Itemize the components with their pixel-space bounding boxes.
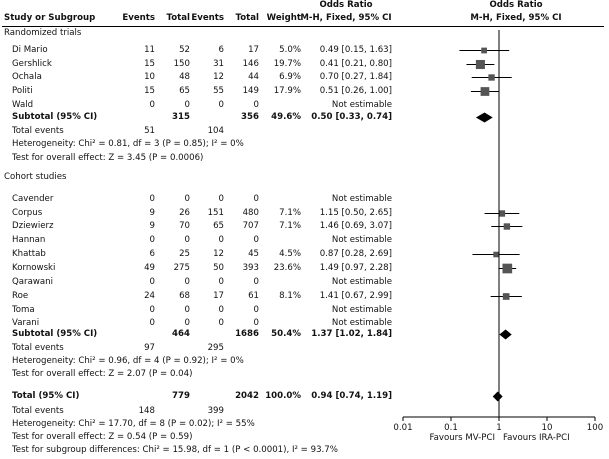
- study-name: Cavender: [12, 194, 54, 204]
- x-axis-tick-label: 0.01: [393, 423, 413, 433]
- study-or-ci: 0.87 [0.28, 2.69]: [319, 249, 392, 259]
- header-events-1: Events: [122, 13, 155, 23]
- study-total-2: 707: [242, 221, 259, 231]
- total-weight: 100.0%: [265, 391, 301, 401]
- study-total-2: 45: [248, 249, 259, 259]
- study-or-ci: Not estimable: [331, 194, 392, 204]
- study-weight: 19.7%: [273, 59, 301, 69]
- study-weight: 7.1%: [279, 221, 301, 231]
- grand-events-1: 148: [138, 406, 155, 416]
- study-total-2: 44: [248, 72, 259, 82]
- study-events-1: 24: [144, 291, 155, 301]
- header-or-title: Odds Ratio: [319, 0, 373, 10]
- study-events-2: 0: [218, 305, 224, 315]
- study-weight: 23.6%: [273, 263, 301, 273]
- header-plot-title: Odds Ratio: [489, 0, 543, 10]
- overall-effect-text: Test for overall effect: Z = 2.07 (P = 0.04): [12, 369, 193, 379]
- study-events-1: 0: [149, 318, 155, 328]
- study-name: Politi: [12, 86, 33, 96]
- subtotal-total-1: 464: [172, 329, 190, 339]
- study-events-2: 6: [218, 45, 224, 55]
- header-total-2: Total: [235, 13, 259, 23]
- x-axis-tick-label: 1: [496, 423, 502, 433]
- subtotal-total-1: 315: [172, 112, 190, 122]
- study-or-ci: 0.41 [0.21, 0.80]: [319, 59, 392, 69]
- study-events-1: 15: [144, 59, 155, 69]
- study-total-1: 150: [173, 59, 190, 69]
- total-events-label: Total events: [12, 343, 64, 353]
- total-total-1: 779: [172, 391, 190, 401]
- study-or-ci: Not estimable: [331, 305, 392, 315]
- subtotal-diamond: [499, 330, 511, 340]
- study-total-1: 0: [184, 235, 190, 245]
- study-events-2: 0: [218, 235, 224, 245]
- study-name: Wald: [12, 100, 34, 110]
- subgroup-differences: Test for subgroup differences: Chi² = 15.98, df = 1 (P < 0.0001), I² = 93.7%: [12, 445, 338, 455]
- header-weight: Weight: [266, 13, 301, 23]
- study-name: Qarawani: [12, 277, 53, 287]
- subtotal-total-2: 1686: [235, 329, 259, 339]
- favours-right-label: Favours IRA-PCI: [503, 433, 570, 443]
- subtotal-weight: 50.4%: [271, 329, 301, 339]
- grand-heterogeneity: Heterogeneity: Chi² = 17.70, df = 8 (P = 0.02); I² = 55%: [12, 419, 255, 429]
- study-events-1: 49: [144, 263, 155, 273]
- study-events-2: 65: [213, 221, 224, 231]
- group-title: Randomized trials: [4, 28, 82, 38]
- subtotal-total-2: 356: [241, 112, 259, 122]
- total-or-ci: 0.94 [0.74, 1.19]: [311, 391, 392, 401]
- header-total-1: Total: [166, 13, 190, 23]
- study-or-ci: 1.41 [0.67, 2.99]: [319, 291, 392, 301]
- study-weight: 17.9%: [273, 86, 301, 96]
- study-events-1: 0: [149, 305, 155, 315]
- point-estimate-square: [481, 87, 490, 96]
- study-weight: 8.1%: [279, 291, 301, 301]
- x-axis-tick-label: 100: [586, 423, 604, 433]
- total-events-1: 51: [144, 126, 155, 136]
- favours-left-label: Favours MV-PCI: [429, 433, 495, 443]
- point-estimate-square: [493, 252, 499, 258]
- study-total-2: 0: [253, 277, 259, 287]
- study-total-2: 393: [242, 263, 259, 273]
- grand-events-label: Total events: [12, 406, 64, 416]
- point-estimate-square: [502, 264, 512, 274]
- study-total-1: 0: [184, 100, 190, 110]
- study-name: Gershlick: [12, 59, 52, 69]
- total-events-2: 295: [207, 343, 224, 353]
- study-weight: 4.5%: [279, 249, 301, 259]
- study-or-ci: 0.51 [0.26, 1.00]: [319, 86, 392, 96]
- study-total-1: 26: [179, 208, 190, 218]
- study-name: Ochala: [12, 72, 42, 82]
- total-events-1: 97: [144, 343, 155, 353]
- study-weight: 6.9%: [279, 72, 301, 82]
- study-or-ci: 1.15 [0.50, 2.65]: [319, 208, 392, 218]
- header-or-method: M-H, Fixed, 95% CI: [300, 13, 392, 23]
- x-axis-tick-label: 0.1: [444, 423, 458, 433]
- study-total-1: 52: [179, 45, 190, 55]
- study-total-1: 0: [184, 194, 190, 204]
- study-events-1: 0: [149, 194, 155, 204]
- study-name: Khattab: [12, 249, 46, 259]
- study-or-ci: 0.49 [0.15, 1.63]: [319, 45, 392, 55]
- heterogeneity-text: Heterogeneity: Chi² = 0.96, df = 4 (P = 0.92); I² = 0%: [12, 356, 244, 366]
- study-total-2: 0: [253, 318, 259, 328]
- total-events-label: Total events: [12, 126, 64, 136]
- group-title: Cohort studies: [4, 172, 67, 182]
- subtotal-label: Subtotal (95% CI): [12, 329, 98, 339]
- study-weight: 7.1%: [279, 208, 301, 218]
- study-events-2: 0: [218, 100, 224, 110]
- study-events-2: 50: [213, 263, 224, 273]
- study-or-ci: 0.70 [0.27, 1.84]: [319, 72, 392, 82]
- study-or-ci: Not estimable: [331, 318, 392, 328]
- study-total-2: 146: [242, 59, 259, 69]
- total-events-2: 104: [207, 126, 224, 136]
- study-events-2: 0: [218, 318, 224, 328]
- study-total-1: 0: [184, 305, 190, 315]
- study-events-1: 9: [149, 221, 155, 231]
- study-total-1: 275: [173, 263, 190, 273]
- study-total-2: 0: [253, 235, 259, 245]
- grand-overall-effect: Test for overall effect: Z = 0.54 (P = 0.59): [12, 432, 193, 442]
- point-estimate-square: [481, 48, 487, 54]
- subtotal-or-ci: 1.37 [1.02, 1.84]: [311, 329, 392, 339]
- header-study: Study or Subgroup: [4, 13, 96, 23]
- overall-effect-text: Test for overall effect: Z = 3.45 (P = 0.0006): [12, 153, 204, 163]
- point-estimate-square: [503, 293, 510, 300]
- study-or-ci: Not estimable: [331, 235, 392, 245]
- subtotal-diamond: [476, 113, 493, 123]
- study-name: Corpus: [12, 208, 43, 218]
- study-events-1: 6: [149, 249, 155, 259]
- point-estimate-square: [504, 223, 510, 229]
- study-total-1: 65: [179, 86, 190, 96]
- study-events-2: 12: [213, 72, 224, 82]
- point-estimate-square: [476, 60, 485, 69]
- study-or-ci: 1.49 [0.97, 2.28]: [319, 263, 392, 273]
- subtotal-or-ci: 0.50 [0.33, 0.74]: [311, 112, 392, 122]
- study-events-2: 12: [213, 249, 224, 259]
- x-axis-tick-label: 10: [541, 423, 553, 433]
- study-total-2: 61: [248, 291, 259, 301]
- study-events-2: 55: [213, 86, 224, 96]
- study-events-1: 15: [144, 86, 155, 96]
- study-total-1: 0: [184, 277, 190, 287]
- subtotal-weight: 49.6%: [271, 112, 301, 122]
- study-events-1: 0: [149, 277, 155, 287]
- point-estimate-square: [499, 210, 505, 216]
- study-name: Dziewierz: [12, 221, 54, 231]
- study-name: Roe: [12, 291, 29, 301]
- heterogeneity-text: Heterogeneity: Chi² = 0.81, df = 3 (P = 0.85); I² = 0%: [12, 139, 244, 149]
- study-events-1: 9: [149, 208, 155, 218]
- study-name: Toma: [12, 305, 35, 315]
- study-events-2: 17: [213, 291, 224, 301]
- study-events-2: 0: [218, 277, 224, 287]
- study-total-1: 25: [179, 249, 190, 259]
- study-events-1: 11: [144, 45, 155, 55]
- study-or-ci: Not estimable: [331, 277, 392, 287]
- total-diamond: [493, 392, 503, 402]
- total-label: Total (95% CI): [12, 391, 80, 401]
- study-events-2: 151: [207, 208, 224, 218]
- total-total-2: 2042: [235, 391, 259, 401]
- study-events-1: 0: [149, 235, 155, 245]
- study-total-2: 17: [248, 45, 259, 55]
- study-events-2: 0: [218, 194, 224, 204]
- study-events-2: 31: [213, 59, 224, 69]
- study-total-2: 0: [253, 305, 259, 315]
- study-name: Di Mario: [12, 45, 48, 55]
- study-name: Kornowski: [12, 263, 56, 273]
- subtotal-label: Subtotal (95% CI): [12, 112, 98, 122]
- study-name: Hannan: [12, 235, 46, 245]
- study-or-ci: 1.46 [0.69, 3.07]: [319, 221, 392, 231]
- grand-events-2: 399: [207, 406, 224, 416]
- study-total-2: 0: [253, 194, 259, 204]
- study-total-2: 480: [242, 208, 259, 218]
- study-total-1: 70: [179, 221, 190, 231]
- study-or-ci: Not estimable: [331, 100, 392, 110]
- study-total-2: 149: [242, 86, 259, 96]
- study-total-1: 68: [179, 291, 190, 301]
- study-total-1: 0: [184, 318, 190, 328]
- point-estimate-square: [488, 74, 494, 80]
- header-events-2: Events: [191, 13, 224, 23]
- study-weight: 5.0%: [279, 45, 301, 55]
- study-total-2: 0: [253, 100, 259, 110]
- study-name: Varani: [12, 318, 40, 328]
- study-events-1: 10: [144, 72, 155, 82]
- study-total-1: 48: [179, 72, 190, 82]
- header-plot-method: M-H, Fixed, 95% CI: [470, 13, 562, 23]
- study-events-1: 0: [149, 100, 155, 110]
